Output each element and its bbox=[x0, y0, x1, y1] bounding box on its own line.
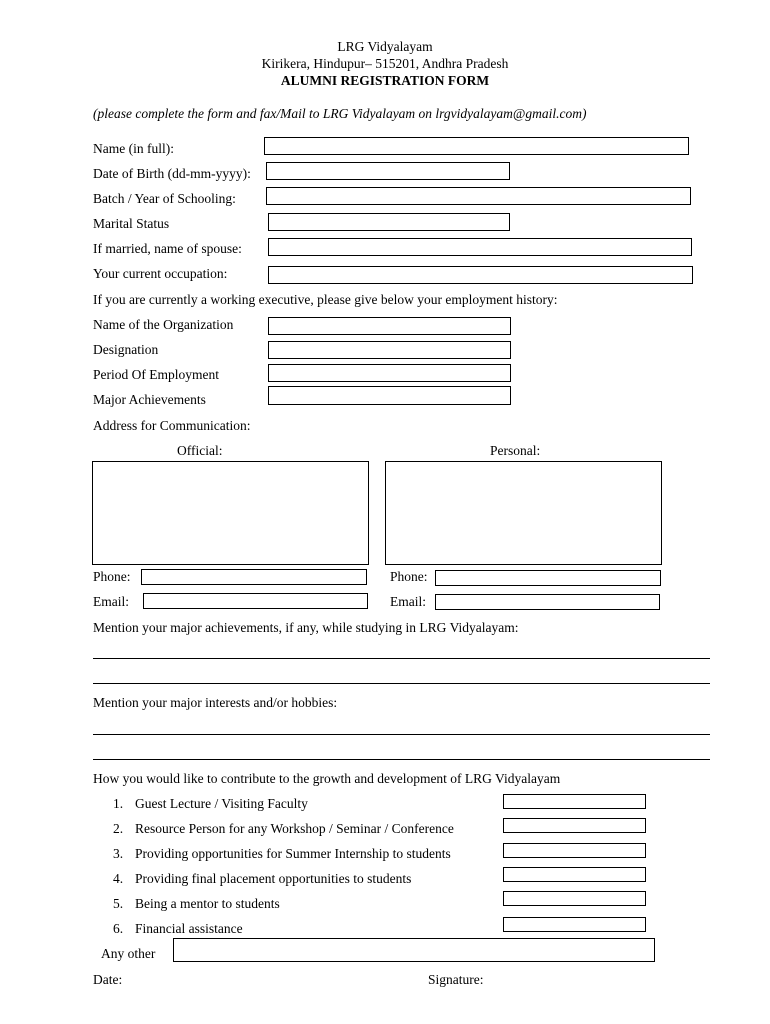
name-label: Name (in full): bbox=[93, 141, 174, 156]
hobbies-label: Mention your major interests and/or hobbies: bbox=[93, 695, 338, 710]
spouse-input[interactable] bbox=[268, 238, 692, 256]
school-address: Kirikera, Hindupur– 515201, Andhra Pradesh bbox=[261, 56, 509, 71]
organization-input[interactable] bbox=[268, 317, 511, 335]
marital-input[interactable] bbox=[268, 213, 510, 231]
name-input[interactable] bbox=[264, 137, 689, 155]
contribution-label: Being a mentor to students bbox=[135, 896, 280, 911]
contribution-num: 3. bbox=[113, 846, 124, 861]
address-heading: Address for Communication: bbox=[93, 418, 251, 433]
personal-address-textarea[interactable] bbox=[385, 461, 662, 565]
designation-label: Designation bbox=[93, 342, 159, 357]
school-name: LRG Vidyalayam bbox=[337, 39, 433, 54]
hobbies-line-2[interactable] bbox=[93, 759, 710, 760]
contribution-checkbox-4[interactable] bbox=[503, 867, 646, 882]
official-email-input[interactable] bbox=[143, 593, 368, 609]
major-achievements-input[interactable] bbox=[268, 386, 511, 405]
contribution-checkbox-1[interactable] bbox=[503, 794, 646, 809]
contribution-num: 1. bbox=[113, 796, 124, 811]
dob-input[interactable] bbox=[266, 162, 510, 180]
dob-label: Date of Birth (dd-mm-yyyy): bbox=[93, 166, 251, 181]
contribution-label: Resource Person for any Workshop / Seminar / Conference bbox=[135, 821, 454, 836]
contribution-label: Guest Lecture / Visiting Faculty bbox=[135, 796, 308, 811]
occupation-label: Your current occupation: bbox=[93, 266, 228, 281]
hobbies-line-1[interactable] bbox=[93, 734, 710, 735]
any-other-label: Any other bbox=[101, 946, 156, 961]
batch-label: Batch / Year of Schooling: bbox=[93, 191, 236, 206]
contribution-num: 5. bbox=[113, 896, 124, 911]
contribute-heading: How you would like to contribute to the growth and development of LRG Vidyalayam bbox=[93, 771, 561, 786]
occupation-input[interactable] bbox=[268, 266, 693, 284]
marital-label: Marital Status bbox=[93, 216, 170, 231]
employment-intro: If you are currently a working executive, please give below your employment history: bbox=[93, 292, 558, 307]
school-achievements-line-1[interactable] bbox=[93, 658, 710, 659]
personal-phone-label: Phone: bbox=[390, 569, 428, 584]
school-achievements-label: Mention your major achievements, if any, while studying in LRG Vidyalayam: bbox=[93, 620, 519, 635]
contribution-checkbox-2[interactable] bbox=[503, 818, 646, 833]
contribution-num: 2. bbox=[113, 821, 124, 836]
contribution-label: Providing final placement opportunities to students bbox=[135, 871, 412, 886]
spouse-label: If married, name of spouse: bbox=[93, 241, 242, 256]
contribution-label: Financial assistance bbox=[135, 921, 243, 936]
contribution-checkbox-6[interactable] bbox=[503, 917, 646, 932]
personal-email-label: Email: bbox=[390, 594, 426, 609]
contribution-num: 4. bbox=[113, 871, 124, 886]
official-address-textarea[interactable] bbox=[92, 461, 369, 565]
official-phone-input[interactable] bbox=[141, 569, 367, 585]
contribution-checkbox-3[interactable] bbox=[503, 843, 646, 858]
batch-input[interactable] bbox=[266, 187, 691, 205]
school-achievements-line-2[interactable] bbox=[93, 683, 710, 684]
official-phone-label: Phone: bbox=[93, 569, 131, 584]
form-title: ALUMNI REGISTRATION FORM bbox=[280, 73, 490, 88]
contribution-label: Providing opportunities for Summer Internship to students bbox=[135, 846, 451, 861]
date-label: Date: bbox=[93, 972, 123, 987]
period-input[interactable] bbox=[268, 364, 511, 382]
period-label: Period Of Employment bbox=[93, 367, 219, 382]
designation-input[interactable] bbox=[268, 341, 511, 359]
signature-label: Signature: bbox=[428, 972, 484, 987]
major-achievements-label: Major Achievements bbox=[93, 392, 206, 407]
official-label: Official: bbox=[177, 443, 223, 458]
instruction-text: (please complete the form and fax/Mail to LRG Vidyalayam on lrgvidyalayam@gmail.com) bbox=[93, 106, 587, 121]
official-email-label: Email: bbox=[93, 594, 129, 609]
personal-phone-input[interactable] bbox=[435, 570, 661, 586]
contribution-num: 6. bbox=[113, 921, 124, 936]
contribution-checkbox-5[interactable] bbox=[503, 891, 646, 906]
any-other-input[interactable] bbox=[173, 938, 655, 962]
personal-label: Personal: bbox=[490, 443, 541, 458]
personal-email-input[interactable] bbox=[435, 594, 660, 610]
organization-label: Name of the Organization bbox=[93, 317, 234, 332]
